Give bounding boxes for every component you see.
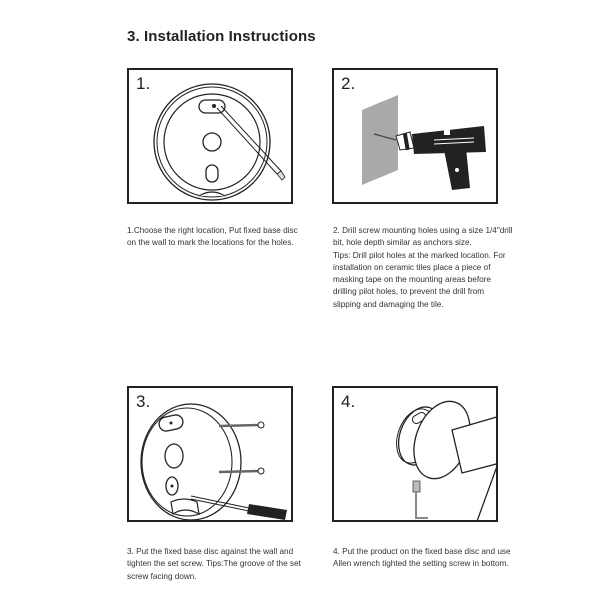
step-1-illustration: [127, 68, 293, 204]
step-2-description: [333, 225, 513, 311]
step-4-number: 4.: [341, 392, 356, 411]
product-allen-wrench-icon: [334, 388, 498, 522]
step-2-illustration: [332, 68, 498, 204]
page-title: 3. Installation Instructions: [127, 28, 316, 45]
step-3-illustration: [127, 386, 293, 522]
step-2-number: 2.: [341, 74, 356, 93]
base-disc-pencil-icon: [129, 70, 293, 204]
drill-wall-icon: [334, 70, 498, 204]
base-disc-screws-icon: [129, 388, 293, 522]
step-1-number: 1.: [136, 74, 151, 93]
step-3-description: 3. Put the fixed base disc against the wall and tighten the set screw. Tips:The groove of the set screw facing down.: [127, 547, 301, 581]
step-2-text: 2. Drill screw mounting holes using a size 1/4"drill bit, hole depth similar as anchors size.: [333, 226, 513, 248]
step-4-description: 4. Put the product on the fixed base disc and use Allen wrench tighted the setting screw in bottom.: [333, 547, 511, 569]
step-2-tips: Tips: Drill pilot holes at the marked location. For installation on ceramic tiles place a piece of masking tape on the mounting areas before drilling pilot holes, to prevent the drill from slipping and damaging the tile.: [333, 250, 506, 309]
step-3-number: 3.: [136, 392, 151, 411]
step-1-description: 1.Choose the right location, Put fixed base disc on the wall to mark the locations for the holes.: [127, 226, 298, 248]
step-4-illustration: [332, 386, 498, 522]
